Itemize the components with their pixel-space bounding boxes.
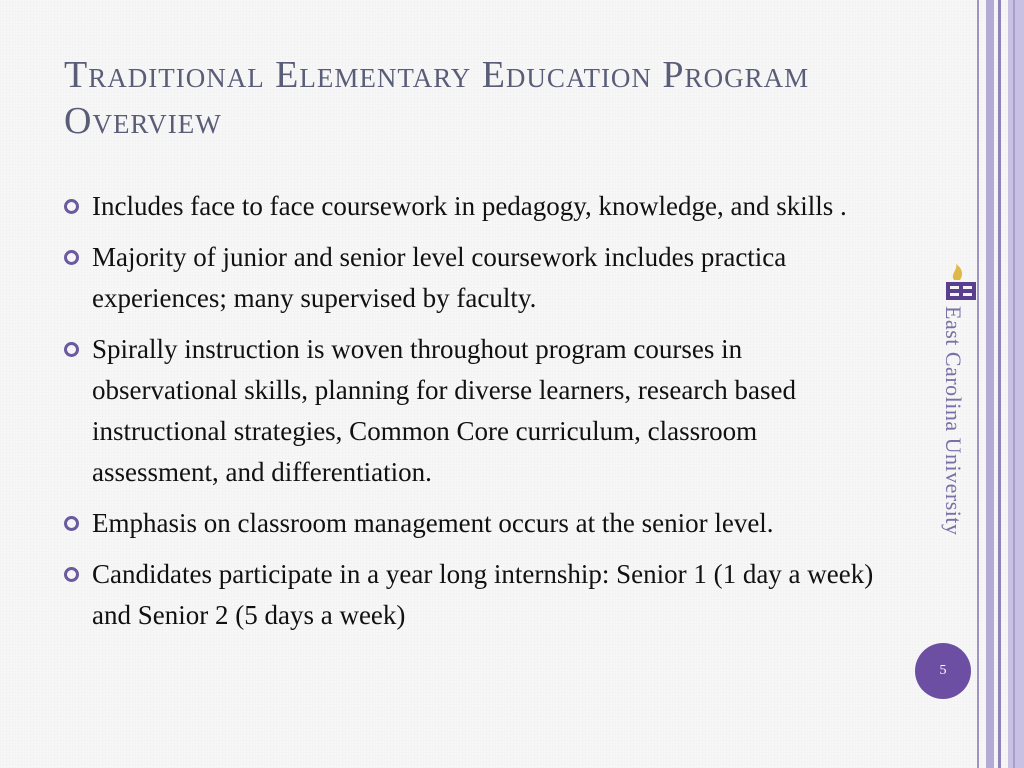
circle-outline-bullet-icon	[64, 567, 79, 582]
bullet-item	[64, 329, 874, 493]
ecu-flame-logo-icon	[944, 262, 978, 302]
bullet-text: Spirally instruction is woven throughout program courses in observational skills, planning for diverse learners, research based instructional strategies, Common Core curriculum, classroom assessment, and differentiation.	[92, 334, 797, 487]
university-name: East Carolina University	[941, 306, 966, 536]
bullet-text: Majority of junior and senior level coursework includes practica experiences; many supervised by faculty.	[92, 242, 787, 313]
bullet-text: Candidates participate in a year long internship: Senior 1 (1 day a week) and Senior 2 (5 days a week)	[92, 559, 874, 630]
university-logo	[938, 262, 978, 552]
bullet-item	[64, 554, 874, 636]
bullet-text: Emphasis on classroom management occurs at the senior level.	[92, 508, 774, 538]
page-number-badge: 5	[915, 643, 971, 699]
circle-outline-bullet-icon	[64, 250, 79, 265]
decorative-stripe	[998, 0, 1001, 768]
circle-outline-bullet-icon	[64, 342, 79, 357]
bullet-list	[64, 186, 874, 646]
decorative-stripe	[986, 0, 994, 768]
circle-outline-bullet-icon	[64, 199, 79, 214]
circle-outline-bullet-icon	[64, 516, 79, 531]
bullet-item	[64, 237, 874, 319]
slide-title: Traditional Elementary Education Program Overview	[64, 54, 810, 142]
bullet-item	[64, 503, 874, 544]
decorative-stripe	[1013, 0, 1015, 768]
bullet-text: Includes face to face coursework in pedagogy, knowledge, and skills .	[92, 191, 847, 221]
bullet-item	[64, 186, 874, 227]
decorative-stripe	[1008, 0, 1024, 768]
